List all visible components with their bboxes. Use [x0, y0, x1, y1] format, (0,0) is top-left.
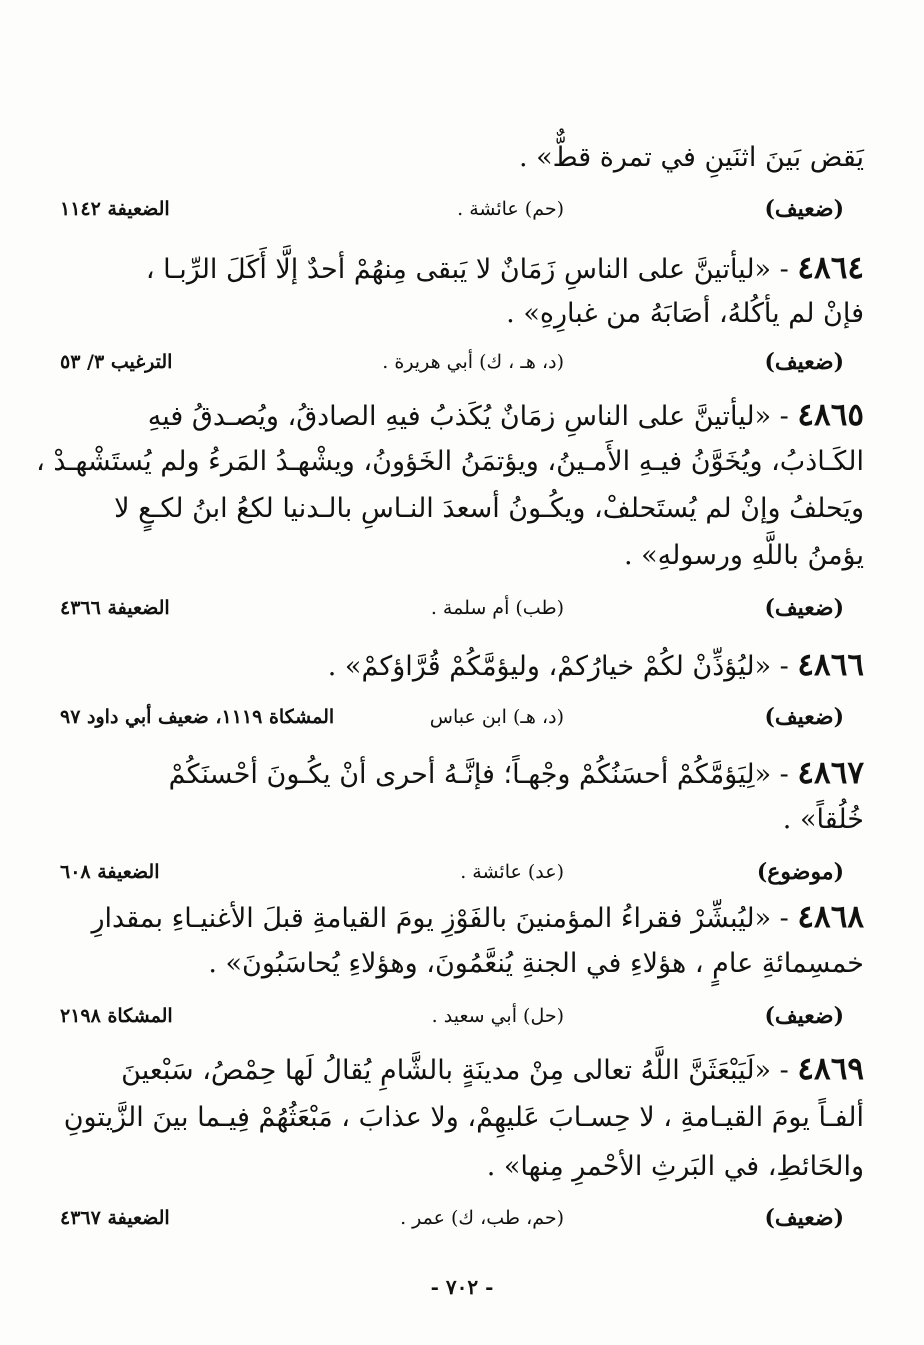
source-label: (حل) أبي سعيد .	[431, 1005, 564, 1027]
hadith-text-line: ٤٨٦٤ - «ليأتينَّ على الناسِ زَمَانٌ لا يَبقى مِنهُمْ أحدٌ إلَّا أَكَلَ الرِّبـا ،	[145, 250, 864, 286]
hadith-number: ٤٨٦٦	[797, 647, 864, 683]
page-number: - ٧٠٢ -	[430, 1275, 494, 1299]
hadith-text-line: ٤٨٦٨ - «ليُبشِّرْ فقراءُ المؤمنينَ بالفَوْزِ يومَ القيامةِ قبلَ الأغنيـاءِ بمقدارِ	[91, 899, 864, 935]
hadith-text-line: ويَحلفُ وإنْ لم يُستَحلفْ، ويكُـونُ أسعدَ النـاسِ بالـدنيا لكعُ ابنُ لكـعٍ لا	[114, 493, 864, 524]
book-reference: المشكاة ١١١٩، ضعيف أبي داود ٩٧	[60, 706, 335, 728]
book-reference: الضعيفة ٤٣٦٦	[60, 597, 170, 619]
hadith-reference	[60, 996, 844, 1036]
hadith-text-line: ٤٨٦٩ - «لَيَبْعَثَنَّ اللَّهُ تعالى مِنْ مدينَةٍ بالشَّامِ يُقالُ لَها حِمْصُ، سَبْعينَ	[121, 1051, 864, 1087]
book-reference: المشكاة ٢١٩٨	[60, 1005, 173, 1027]
source-label: (عد) عائشة .	[460, 861, 564, 883]
grade-label: (ضعيف)	[764, 349, 844, 375]
hadith-text-line: ٤٨٦٦ - «ليُؤذِّنْ لكُمْ خيارُكمْ، وليؤمَّكُمْ قُرَّاؤكمْ» .	[327, 647, 864, 683]
book-reference: الترغيب ٣/ ٥٣	[60, 351, 173, 373]
hadith-text-line: يؤمنُ باللَّهِ ورسولهِ» .	[623, 540, 864, 571]
hadith-reference	[60, 1198, 844, 1238]
hadith-reference	[60, 342, 844, 382]
hadith-text-line: فإنْ لم يأكُلهُ، أصَابَهُ من غبارِهِ» .	[506, 298, 864, 329]
hadith-reference	[60, 588, 844, 628]
book-reference: الضعيفة ٤٣٦٧	[60, 1207, 170, 1229]
hadith-number: ٤٨٦٨	[797, 899, 864, 935]
hadith-text-line: ٤٨٦٥ - «ليأتينَّ على الناسِ زمَانٌ يُكَذبُ فيهِ الصادقُ، ويُصـدقُ فيهِ	[147, 397, 864, 433]
grade-label: (ضعيف)	[764, 196, 844, 222]
hadith-number: ٤٨٦٤	[797, 250, 864, 286]
grade-label: (ضعيف)	[764, 1205, 844, 1231]
book-reference: الضعيفة ١١٤٢	[60, 198, 170, 220]
book-reference: الضعيفة ٦٠٨	[60, 861, 160, 883]
hadith-reference	[60, 852, 844, 892]
hadith-text-line: ٤٨٦٧ - «لِيَؤمَّكُمْ أحسَنُكُمْ وجْهـاً؛ فإنَّـهُ أحرى أنْ يكُـونَ أحْسنَكُمْ	[168, 755, 864, 791]
hadith-text-line: الكَـاذبُ، ويُخَوَّنُ فيـهِ الأَمـينُ، ويؤتمَنُ الخَؤونُ، ويشْهـدُ المَرءُ ولم يُستَشْهـدْ ،	[36, 446, 864, 477]
grade-label: (ضعيف)	[764, 1003, 844, 1029]
hadith-text-line: خُلُقاً» .	[782, 804, 864, 835]
grade-label: (ضعيف)	[764, 595, 844, 621]
hadith-number: ٤٨٦٧	[797, 755, 864, 791]
hadith-number: ٤٨٦٩	[797, 1051, 864, 1087]
hadith-text-line: يَقض بَينَ اثنَينِ في تمرة قطٌّ» .	[518, 142, 864, 173]
source-label: (حم) عائشة .	[457, 198, 564, 220]
source-label: (حم، طب، ك) عمر .	[400, 1207, 564, 1229]
hadith-reference	[60, 189, 844, 229]
hadith-text-line: خمسِمائةِ عامٍ ، هؤلاءِ في الجنةِ يُنعَّمُونَ، وهؤلاءِ يُحاسَبُونَ» .	[208, 948, 864, 979]
hadith-text-line: ألفـاً يومَ القيـامةِ ، لا حِسـابَ عَليهِمْ، ولا عذابَ ، مَبْعَثُهُمْ فِيـما بينَ الزَّيتونِ	[63, 1102, 864, 1133]
hadith-number: ٤٨٦٥	[797, 397, 864, 433]
source-label: (د، هـ ، ك) أبي هريرة .	[382, 351, 564, 373]
source-label: (طب) أم سلمة .	[430, 597, 564, 619]
grade-label: (موضوع)	[756, 859, 844, 885]
hadith-text-line: والحَائطِ، في البَرثِ الأحْمرِ مِنها» .	[486, 1151, 864, 1182]
source-label: (د، هـ) ابن عباس	[429, 706, 564, 728]
hadith-reference	[60, 697, 844, 737]
grade-label: (ضعيف)	[764, 704, 844, 730]
